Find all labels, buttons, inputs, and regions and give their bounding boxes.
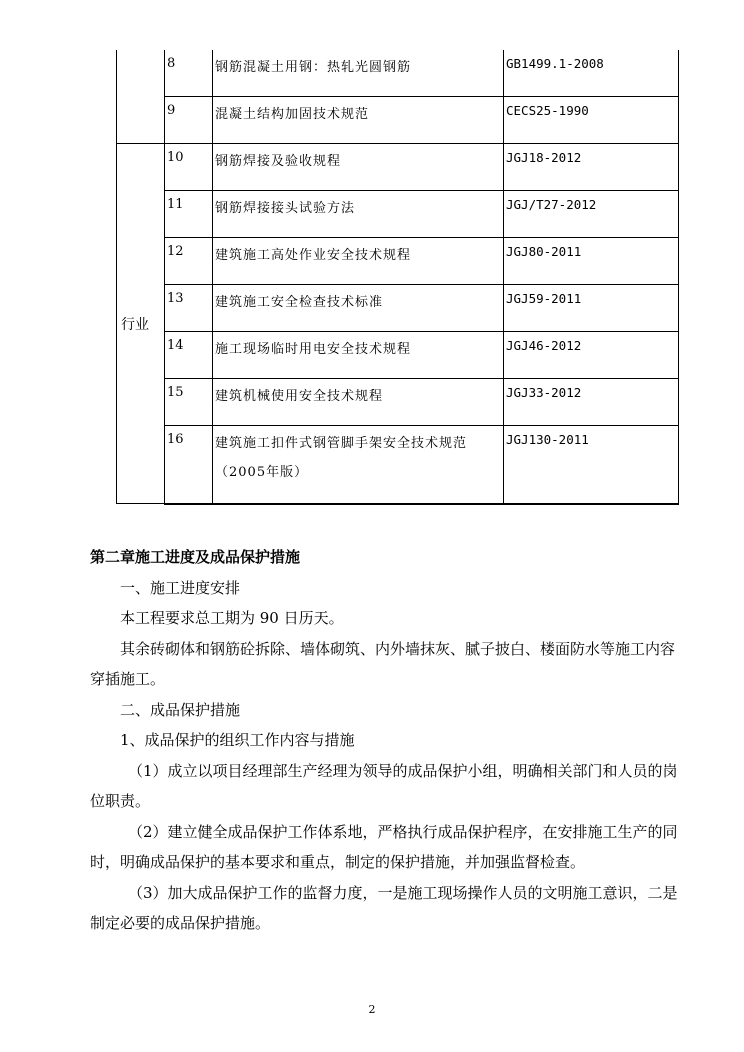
standards-table-container [116, 50, 678, 505]
standard-code: JGJ130-2011 [504, 426, 679, 504]
paragraph: （3）加大成品保护工作的监督力度，一是施工现场操作人员的文明施工意识，二是制定必要的成品保护措施。 [90, 883, 678, 932]
standard-name: 施工现场临时用电安全技术规程 [213, 332, 504, 379]
table-row [117, 285, 679, 332]
standard-name: 钢筋焊接接头试验方法 [213, 191, 504, 238]
standard-name: 建筑机械使用安全技术规程 [213, 379, 504, 426]
table-row [117, 379, 679, 426]
table-row [117, 97, 679, 144]
standard-code: JGJ33-2012 [504, 379, 679, 426]
paragraph: 本工程要求总工期为 90 日历天。 [120, 609, 344, 627]
row-number: 15 [165, 379, 213, 426]
standard-code: JGJ59-2011 [504, 285, 679, 332]
paragraph: （2）建立健全成品保护工作体系地，严格执行成品保护程序，在安排施工生产的同时，明确成品保护的基本要求和重点，制定的保护措施，并加强监督检查。 [90, 822, 678, 871]
subsection-heading: 1、成品保护的组织工作内容与措施 [120, 731, 355, 749]
paragraph: （1）成立以项目经理部生产经理为领导的成品保护小组，明确相关部门和人员的岗位职责。 [90, 761, 678, 810]
page-number: 2 [368, 1003, 376, 1016]
chapter-content [90, 542, 680, 939]
row-number: 13 [165, 285, 213, 332]
table-row [117, 144, 679, 191]
standard-name: 建筑施工扣件式钢管脚手架安全技术规范 [215, 436, 468, 451]
standard-code: JGJ46-2012 [504, 332, 679, 379]
table-row [117, 426, 679, 504]
paragraph: 其余砖砌体和钢筋砼拆除、墙体砌筑、内外墙抹灰、腻子披白、楼面防水等施工内容穿插施工。 [90, 639, 676, 688]
standard-name: 钢筋混凝土用钢：热轧光圆钢筋 [213, 50, 504, 97]
table-row [117, 238, 679, 285]
category-industry: 行业 [117, 144, 165, 504]
row-number: 11 [165, 191, 213, 238]
standard-code: JGJ80-2011 [504, 238, 679, 285]
row-number: 12 [165, 238, 213, 285]
row-number: 10 [165, 144, 213, 191]
section-heading: 二、成品保护措施 [120, 700, 241, 719]
standards-table [116, 50, 679, 505]
standard-name: 混凝土结构加固技术规范 [213, 97, 504, 144]
standard-name: 钢筋焊接及验收规程 [213, 144, 504, 191]
row-number: 14 [165, 332, 213, 379]
standard-code: CECS25-1990 [504, 97, 679, 144]
table-row [117, 191, 679, 238]
standard-code: JGJ/T27-2012 [504, 191, 679, 238]
section-heading: 一、施工进度安排 [120, 578, 241, 597]
standard-code: JGJ18-2012 [504, 144, 679, 191]
standard-name: 建筑施工安全检查技术标准 [213, 285, 504, 332]
table-row [117, 332, 679, 379]
row-number: 9 [165, 97, 213, 144]
standard-name-cell [213, 426, 504, 504]
row-number: 16 [165, 426, 213, 504]
table-row [117, 50, 679, 97]
chapter-title: 第二章施工进度及成品保护措施 [90, 548, 301, 566]
standard-name: 建筑施工高处作业安全技术规程 [213, 238, 504, 285]
row-number: 8 [165, 50, 213, 97]
standard-code: GB1499.1-2008 [504, 50, 679, 97]
standard-note: （2005年版） [215, 465, 309, 480]
category-cell-empty [117, 50, 165, 144]
